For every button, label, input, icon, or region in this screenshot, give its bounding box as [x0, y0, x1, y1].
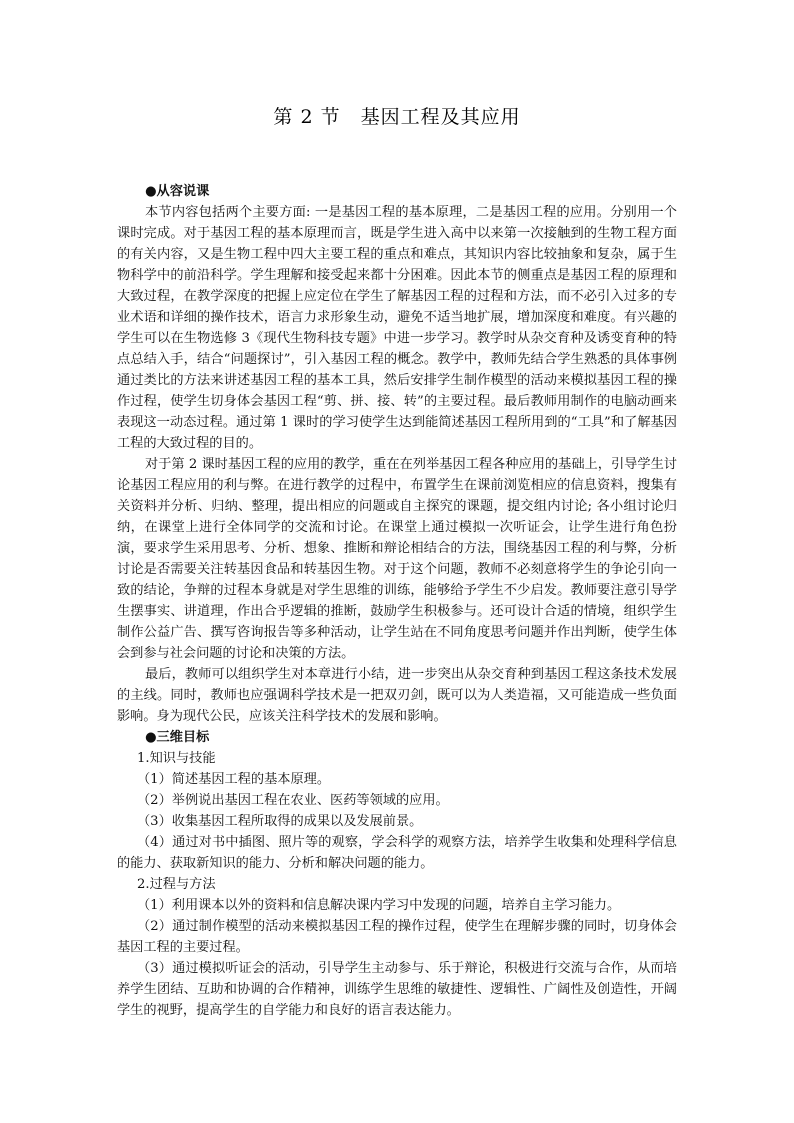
section-heading-objectives: ●三维目标 — [145, 730, 210, 745]
list-item: （3）通过模拟听证会的活动，引导学生主动参与、乐于辩论，积极进行交流与合作，从而培养学生团结、互助和协调的合作精神，训练学生思维的敏捷性、逻辑性、广阔性及创造性，开阔学生的视野，提高学生的自学能力和良好的语言表达能力。 — [117, 961, 677, 1018]
list-item: （4）通过对书中插图、照片等的观察，学会科学的观察方法，培养学生收集和处理科学信息的能力、获取新知识的能力、分析和解决问题的能力。 — [117, 835, 677, 871]
section-heading-lesson-talk: ●从容说课 — [145, 184, 210, 199]
paragraph: 对于第 2 课时基因工程的应用的教学，重在在列举基因工程各种应用的基础上，引导学生讨论基因工程应用的利与弊。在进行教学的过程中，布置学生在课前浏览相应的信息资料，搜集有关资料并分析、归纳、整理，提出相应的问题或自主探究的课题，提交组内讨论; 各小组讨论归纳，在课堂上进行全体同学的交流和讨论。在课堂上通过模拟一次听证会，让学生进行角色扮演，要求学生采用思考、分析、想象、推断和辩论相结合的方法，围绕基因工程的利与弊，分析讨论是否需要关注转基因食品和转基因生物。对于这个问题，教师不必刻意将学生的争论引向一致的结论，争辩的过程本身就是对学生思维的训练，能够给予学生不少启发。教师要注意引导学生摆事实、讲道理，作出合乎逻辑的推断，鼓励学生积极参与。还可设计合适的情境，组织学生制作公益广告、撰写咨询报告等多种活动，让学生站在不同角度思考问题并作出判断，使学生体会到参与社会问题的讨论和决策的方法。 — [117, 457, 677, 661]
document-page — [117, 0, 677, 1123]
list-item: （1）利用课本以外的资料和信息解决课内学习中发现的问题，培养自主学习能力。 — [137, 898, 621, 913]
subsection-label: 1.知识与技能 — [137, 751, 216, 766]
list-item: （2）通过制作模型的活动来模拟基因工程的操作过程，使学生在理解步骤的同时，切身体会基因工程的主要过程。 — [117, 919, 677, 955]
subsection-label: 2.过程与方法 — [137, 877, 216, 892]
list-item: （2）举例说出基因工程在农业、医药等领域的应用。 — [137, 793, 449, 808]
list-item: （3）收集基因工程所取得的成果以及发展前景。 — [137, 814, 423, 829]
page-title: 第 2 节 基因工程及其应用 — [273, 106, 521, 128]
document-body — [117, 181, 677, 1021]
paragraph: 最后，教师可以组织学生对本章进行小结，进一步突出从杂交育种到基因工程这条技术发展的主线。同时，教师也应强调科学技术是一把双刃剑，既可以为人类造福，又可能造成一些负面影响。身为现代公民，应该关注科学技术的发展和影响。 — [117, 667, 677, 724]
paragraph: 本节内容包括两个主要方面: 一是基因工程的基本原理，二是基因工程的应用。分别用一个课时完成。对于基因工程的基本原理而言，既是学生进入高中以来第一次接触到的生物工程方面的有关内容，又是生物工程中四大主要工程的重点和难点，其知识内容比较抽象和复杂，属于生物科学中的前沿科学。学生理解和接受起来都十分困难。因此本节的侧重点是基因工程的原理和大致过程，在教学深度的把握上应定位在学生了解基因工程的过程和方法，而不必引入过多的专业术语和详细的操作技术，语言力求形象生动，避免不适当地扩展，增加深度和难度。有兴趣的学生可以在生物选修 3《现代生物科技专题》中进一步学习。教学时从杂交育种及诱变育种的特点总结入手，结合“问题探讨”，引入基因工程的概念。教学中，教师先结合学生熟悉的具体事例通过类比的方法来讲述基因工程的基本工具，然后安排学生制作模型的活动来模拟基因工程的操作过程，使学生切身体会基因工程“剪、拼、接、转”的主要过程。最后教师用制作的电脑动画来表现这一动态过程。通过第 1 课时的学习使学生达到能简述基因工程所用到的“工具”和了解基因工程的大致过程的目的。 — [117, 205, 677, 451]
list-item: （1）简述基因工程的基本原理。 — [137, 772, 331, 787]
